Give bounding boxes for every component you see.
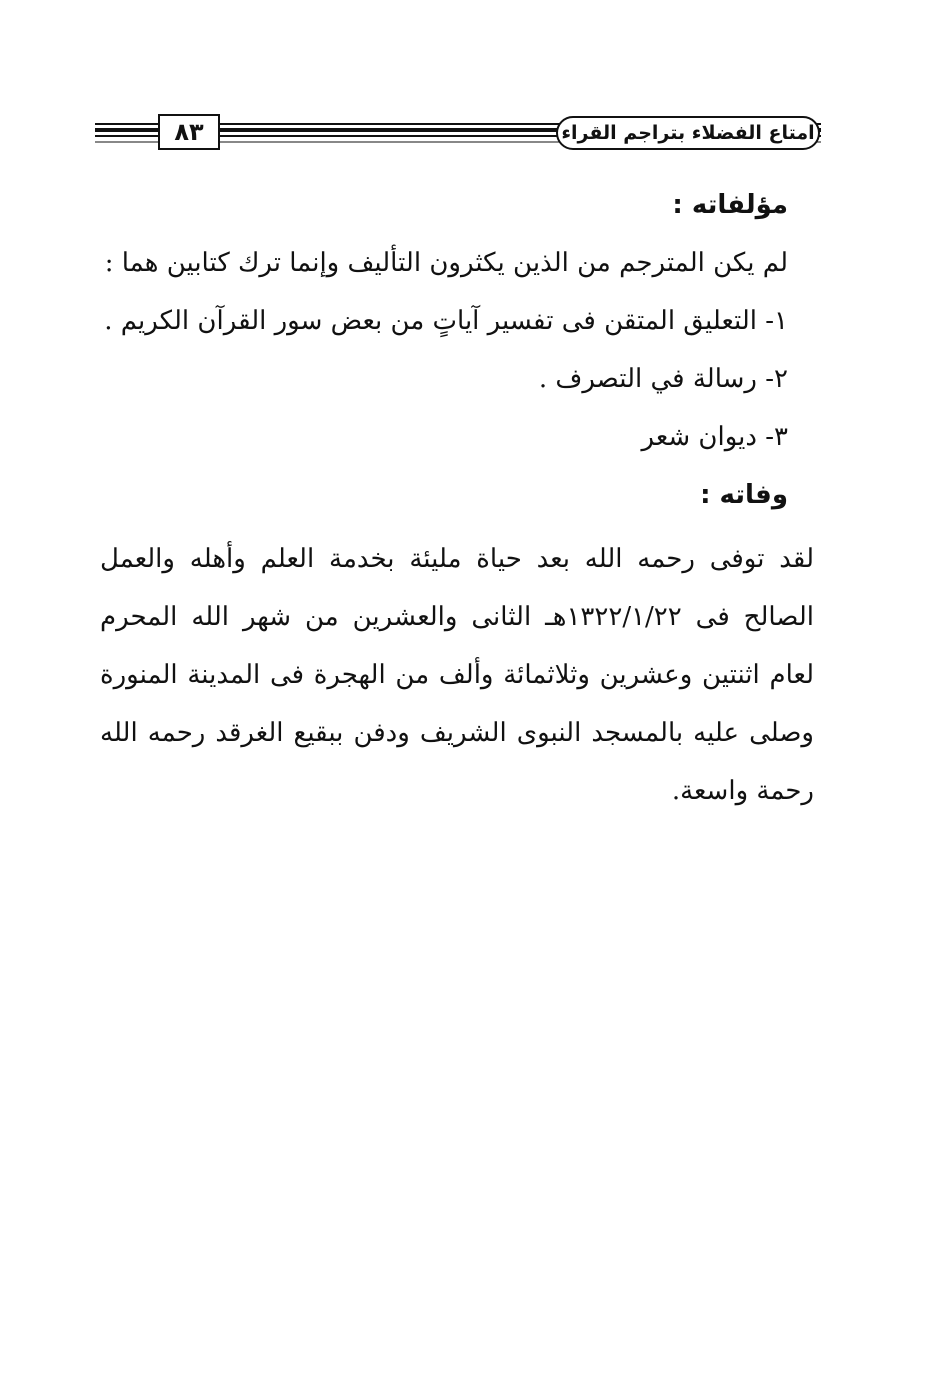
running-header-title: امتاع الفضلاء بتراجم القراء bbox=[556, 116, 820, 150]
works-intro: لم يكن المترجم من الذين يكثرون التأليف وإنما ترك كتابين هما : bbox=[104, 248, 788, 278]
works-item-3: ٣- ديوان شعر bbox=[641, 422, 788, 452]
works-item-1: ١- التعليق المتقن فى تفسير آياتٍ من بعض سور القرآن الكريم . bbox=[104, 306, 788, 336]
death-heading: وفاته : bbox=[700, 480, 788, 510]
death-paragraph: لقد توفى رحمه الله بعد حياة مليئة بخدمة العلم وأهله والعمل الصالح فى ١٣٢٢/١/٢٢هـ الثانى والعشرين من شهر الله المحرم لعام اثنتين وعشرين وثلاثمائة وألف من الهجرة فى المدينة المنورة وصلى عليه بالمسجد النبوى الشريف ودفن ببقيع الغرقد رحمه الله رحمة واسعة. bbox=[100, 544, 815, 806]
page-number: ٨٣ bbox=[158, 114, 220, 150]
works-heading: مؤلفاته : bbox=[672, 190, 788, 220]
page-body bbox=[100, 176, 815, 820]
works-item-2: ٢- رسالة في التصرف . bbox=[538, 364, 788, 394]
